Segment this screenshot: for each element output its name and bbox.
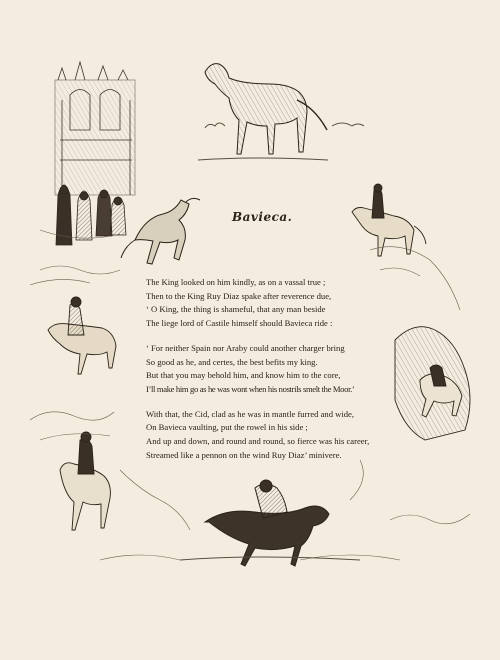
poem-line: And up and down, and round and round, so fierce was his career,: [146, 436, 370, 447]
standing-horse-illustration: [198, 64, 364, 160]
poem-line: I’ll make him go as he was wont when his nostrils smelt the Moor.’: [146, 383, 355, 394]
stanza-2: [146, 342, 381, 397]
poem-line: ‘ For neither Spain nor Araby could another charger bring: [146, 342, 345, 353]
cathedral-illustration: [55, 62, 135, 195]
poem-line: The King looked on him kindly, as on a vassal true ;: [146, 277, 326, 287]
poem-line: Then to the King Ruy Diaz spake after reverence due,: [146, 290, 332, 301]
poem-title: Bavieca.: [232, 210, 293, 224]
poem-line: The liege lord of Castile himself should Bavieca ride :: [146, 318, 333, 329]
poem-body: [146, 276, 381, 473]
poem-line: With that, the Cid, clad as he was in mantle furred and wide,: [146, 408, 354, 419]
poem-line: Streamed like a pennon on the wind Ruy Diaz’ minivere.: [146, 449, 342, 460]
rider-on-horse-right-illustration: [352, 184, 426, 256]
rearing-horse-illustration: [121, 198, 200, 264]
rider-on-horse-left-illustration: [48, 297, 116, 374]
stanza-1: [146, 276, 381, 331]
poem-line: On Bavieca vaulting, put the rowel in his side ;: [146, 422, 308, 433]
poem-line: So good as he, and certes, the best befits my king.: [146, 356, 318, 367]
stanza-3: [146, 408, 381, 463]
poem-line: But that you may behold him, and know him to the core,: [146, 370, 341, 381]
galloping-horseman-illustration: [395, 327, 470, 440]
poem-line: ‘ O King, the thing is shameful, that any man beside: [146, 304, 326, 315]
walking-figure-illustration: [60, 432, 110, 530]
running-horse-illustration: [180, 480, 360, 566]
